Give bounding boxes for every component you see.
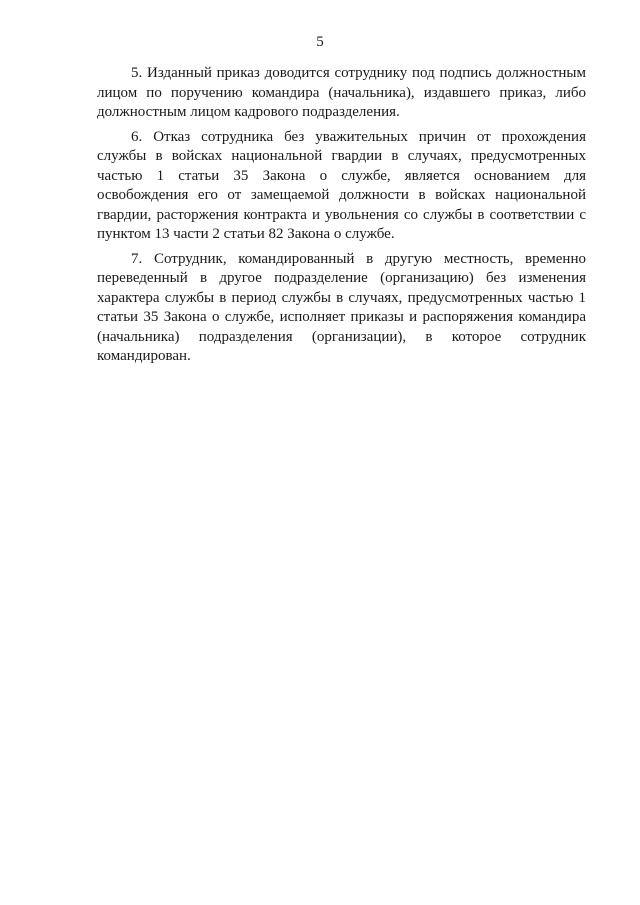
document-body — [97, 64, 586, 367]
paragraph-5: 5. Изданный приказ доводится сотруднику под подпись должностным лицом по поручению командира (начальника), издавшего приказ, либо должностным лицом кадрового подразделения. — [97, 65, 586, 120]
paragraph-7: 7. Сотрудник, командированный в другую местность, временно переведенный в другое подразделение (организацию) без изменения характера службы в период службы в случаях, предусмотренных частью 1 статьи 35 Закона о службе, исполняет приказы и распоряжения командира (начальника) подразделения (организации), в которое сотрудник командирован. — [97, 250, 586, 364]
page-number: 5 — [316, 34, 324, 50]
paragraph-6: 6. Отказ сотрудника без уважительных причин от прохождения службы в войсках национальной гвардии в случаях, предусмотренных частью 1 статьи 35 Закона о службе, является основанием для освобождения его от замещаемой должности в войсках национальной гвардии, расторжения контракта и увольнения со службы в соответствии с пунктом 13 части 2 статьи 82 Закона о службе. — [97, 128, 586, 242]
